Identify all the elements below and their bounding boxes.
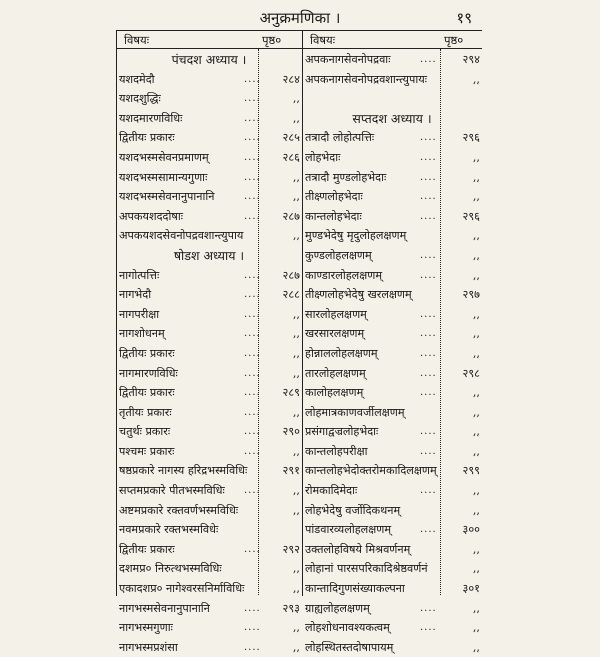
entry-leader-dots: .... [244,171,261,183]
entry-page-number: ,, [292,190,300,204]
entry-topic: उक्तलोहविषये मिश्रवर्णनम् [305,542,411,556]
left-column [116,50,302,657]
entry-topic: षष्ठप्रकारे नागस्य हरिद्रभस्मविधिः [119,464,248,478]
entry-leader-dots: .... [244,112,261,124]
entry-topic: नागभेदौ [119,288,152,302]
entry-topic: नागभस्मप्रशंसा [119,640,178,654]
entry-leader-dots: .... [244,602,261,614]
index-entry [116,364,302,384]
index-entry [116,520,302,540]
entry-page-number: २८७ [282,268,300,282]
index-entry [116,481,302,501]
right-column [302,50,482,657]
index-entry [116,128,302,148]
index-entry [302,305,482,325]
entry-page-number: ,, [472,503,480,517]
entry-topic: द्वितीयः प्रकारः [119,131,175,145]
entry-leader-dots: .... [244,328,261,340]
entry-leader-dots: .... [244,269,261,281]
index-entry [302,285,482,305]
chapter-heading-text: षोडश अध्याय । [173,247,245,263]
index-entry [302,344,482,364]
entry-topic: लोहशोधनावश्यकत्वम् [305,621,390,635]
entry-topic: दशमप्र० निरुत्थभस्मविधिः [119,562,222,576]
entry-topic: पांडवारव्यलोहलक्षणम् [305,523,392,537]
entry-page-number: ,, [472,268,480,282]
entry-leader-dots: .... [420,387,437,399]
index-entry [116,559,302,579]
entry-leader-dots: .... [244,73,261,85]
index-entry [302,520,482,540]
entry-page-number: ,, [292,484,300,498]
index-entry [116,305,302,325]
index-entry [116,442,302,462]
entry-leader-dots: .... [244,191,261,203]
index-entry [302,324,482,344]
entry-topic: लोहस्थितस्तदोषापायम् [305,640,394,654]
entry-topic: प्रसंगाद्वज्रलोहभेदाः [305,425,379,439]
entry-leader-dots: .... [420,524,437,536]
index-entry [116,461,302,481]
index-entry [302,442,482,462]
entry-topic: खरसारलक्षणम् [305,327,365,341]
entry-page-number: ,, [472,621,480,635]
entry-topic: यशदशुद्धिः [119,92,161,106]
entry-leader-dots: .... [420,308,437,320]
entry-page-number: ,, [292,444,300,458]
entry-page-number: ,, [292,503,300,517]
index-entry [302,481,482,501]
entry-page-number: २९७ [462,288,480,302]
index-entry [302,50,482,70]
index-entry [116,383,302,403]
entry-page-number: ,, [472,542,480,556]
entry-leader-dots: .... [420,171,437,183]
entry-leader-dots: .... [244,543,261,555]
entry-topic: लोहमात्रकाणवर्जीलक्षणम् [305,405,405,419]
index-entry [302,618,482,638]
index-entry [302,579,482,599]
index-entry [116,187,302,207]
entry-page-number: २८९ [282,386,300,400]
entry-page-number: ,, [472,229,480,243]
page-title: अनुक्रमणिका । [259,9,341,27]
entry-topic: तारलोहलक्षणम् [305,366,366,380]
index-entry [302,461,482,481]
index-entry [302,501,482,521]
entry-topic: नागोत्पत्तिः [119,268,160,282]
entry-leader-dots: .... [244,347,261,359]
entry-page-number: २८४ [282,72,300,86]
entry-topic: ग्राह्यलोहलक्षणम् [305,601,370,615]
entry-page-number: २९४ [462,53,480,66]
entry-page-number: ,, [472,307,480,321]
index-entry [116,148,302,168]
entry-leader-dots: .... [420,328,437,340]
entry-topic: अपकयशदसेवनोपद्रवशान्त्युपाय [119,229,244,243]
index-entry [302,364,482,384]
entry-topic: द्वितीयः प्रकारः [119,346,175,360]
entry-topic: होन्नाललोहलक्षणम् [305,346,378,360]
entry-topic: तत्रादौ लोहोत्पत्तिः [305,131,375,145]
index-entry [302,559,482,579]
entry-leader-dots: .... [420,151,437,163]
entry-page-number: ,, [292,346,300,360]
index-entry [302,422,482,442]
entry-leader-dots: .... [420,622,437,634]
index-entry [302,638,482,657]
entry-page-number: २९२ [282,542,300,556]
entry-topic: कान्तलोहभेदोक्तरोमकादिलक्षणम् [305,464,437,478]
entry-leader-dots: .... [244,367,261,379]
entry-leader-dots: .... [244,93,261,105]
entry-page-number: २९९ [462,464,480,478]
index-entry [302,266,482,286]
index-entry [302,383,482,403]
entry-leader-dots: .... [244,132,261,144]
index-entry [302,540,482,560]
entry-topic: कान्तादिगुणसंख्याकल्पना [305,582,405,596]
chapter-heading-text: पंचदश अध्याय । [171,52,247,67]
index-entry [302,226,482,246]
entry-page-number: ,, [472,484,480,498]
entry-page-number: २९३ [282,601,300,615]
index-entry [116,638,302,657]
entry-topic: द्वितीयः प्रकारः [119,542,175,556]
entry-page-number: ,, [472,346,480,360]
entry-page-number: ,, [292,229,300,243]
entry-topic: पश्चमः प्रकारः [119,444,175,458]
chapter-heading [302,109,482,129]
index-entry [116,207,302,227]
entry-topic: यशदभस्मसेवनप्रमाणम् [119,150,209,164]
page-number: १९ [456,9,472,27]
entry-topic: कालोहलक्षणम् [305,386,364,400]
entry-leader-dots: .... [244,308,261,320]
entry-topic: नागभस्मगुणाः [119,621,173,635]
entry-topic: कुण्डलोहलक्षणम् [305,248,372,262]
entry-page-number: ,, [472,601,480,615]
entry-page-number: ३०० [462,523,480,537]
entry-page-number: ,, [472,444,480,458]
entry-topic: यशदभस्मसामान्यगुणाः [119,170,208,184]
index-entry [302,187,482,207]
index-entry [116,266,302,286]
entry-topic: नागभस्मसेवनानुपानानि [119,601,210,615]
entry-page-number: २८६ [282,150,300,164]
entry-topic: अपकनागसेवनोपद्रवाः [305,53,391,66]
index-entry [116,109,302,129]
entry-leader-dots: .... [420,426,437,438]
index-entry [302,403,482,423]
entry-topic: लोहभेदेषु वर्जोदिकथनम् [305,503,401,517]
entry-page-number: २९६ [462,131,480,145]
entry-page-number: २९० [282,425,300,439]
entry-leader-dots: .... [420,210,437,222]
entry-page-number: ,, [292,621,300,635]
entry-topic: लोहभेदाः [305,150,341,164]
index-entry [116,540,302,560]
chapter-heading [116,50,302,70]
entry-page-number: २८५ [282,131,300,145]
entry-page-number: ,, [472,150,480,164]
entry-leader-dots: .... [420,445,437,457]
page-header [0,6,600,28]
entry-page-number: ,, [292,405,300,419]
index-entry [116,403,302,423]
entry-topic: कान्तलोहभेदाः [305,209,362,223]
index-entry [116,168,302,188]
index-entry [116,618,302,638]
entry-topic: चतुर्थः प्रकारः [119,425,171,439]
entry-page-number: ,, [472,425,480,439]
entry-leader-dots: .... [420,249,437,261]
entry-topic: कान्तलोहपरीक्षा [305,444,368,458]
entry-page-number: ,, [292,582,300,596]
index-entry [116,501,302,521]
entry-leader-dots: .... [244,622,261,634]
entry-topic: नवमप्रकारे रक्तभस्मविधेः [119,523,219,537]
index-entry [116,324,302,344]
entry-leader-dots: .... [420,485,437,497]
entry-topic: तीक्ष्णलोहभेदाः [305,190,363,204]
entry-topic: अपकनागसेवनोपद्रवशान्त्युपायः [305,72,427,86]
entry-topic: यशदभस्मसेवनानुपानानि [119,190,215,204]
entry-page-number: ,, [472,405,480,419]
entry-topic: एकादशप्र० नागेश्वरसनिर्माविधिः [119,582,245,596]
entry-page-number: ,, [292,640,300,654]
entry-leader-dots: .... [244,151,261,163]
entry-topic: रोमकादिमेदाः [305,484,358,498]
left-subject-header: विषयः [124,33,150,47]
blank-row [302,89,482,109]
index-entry [302,128,482,148]
entry-topic: नागपरीक्षा [119,307,160,321]
index-entry [116,344,302,364]
entry-page-number: ,, [472,562,480,576]
entry-page-number: ,, [292,111,300,125]
entry-page-number: २९१ [282,464,300,478]
top-rule [116,30,482,31]
entry-page-number: ,, [292,170,300,184]
index-entry [302,168,482,188]
index-entry [302,207,482,227]
index-entry [302,70,482,90]
entry-leader-dots: .... [420,54,437,65]
entry-page-number: ,, [472,190,480,204]
index-entry [116,422,302,442]
entry-page-number: ,, [472,170,480,184]
entry-topic: लोहानां पारसपरिकादिश्रेष्ठवर्णनं [305,562,428,576]
entry-leader-dots: .... [244,406,261,418]
entry-topic: नागशोधनम् [119,327,165,341]
entry-topic: सप्तमप्रकारे पीतभस्मविधिः [119,484,225,498]
entry-leader-dots: .... [420,132,437,144]
entry-page-number: २९८ [462,366,480,380]
entry-leader-dots: .... [420,602,437,614]
entry-topic: यशदमेदौ [119,72,155,86]
index-entry [116,579,302,599]
index-entry [116,70,302,90]
index-entry [302,246,482,266]
entry-page-number: ,, [292,92,300,106]
entry-page-number: २९६ [462,209,480,223]
entry-topic: तृतीयः प्रकारः [119,405,172,419]
right-page-header: पृष्ठ० [444,33,464,47]
index-entry [116,285,302,305]
entry-topic: यशदमारणविधिः [119,111,183,125]
right-subject-header: विषयः [310,33,336,47]
entry-page-number: ,, [292,366,300,380]
entry-topic: तीक्ष्णलोहभेदेषु खरलक्षणम् [305,288,412,302]
entry-page-number: ,, [472,72,480,86]
entry-page-number: ,, [292,307,300,321]
entry-topic: मुण्डभेदेषु मृदुलोहलक्षणम् [305,229,407,243]
chapter-heading [116,246,302,266]
entry-leader-dots: .... [244,485,261,497]
entry-page-number: ,, [472,327,480,341]
entry-leader-dots: .... [420,191,437,203]
index-entry [302,599,482,619]
index-entry [116,599,302,619]
entry-page-number: ,, [292,562,300,576]
entry-leader-dots: .... [420,347,437,359]
index-entry [116,89,302,109]
entry-page-number: ,, [292,327,300,341]
entry-page-number: ३०१ [462,582,480,596]
index-entry [302,148,482,168]
entry-leader-dots: .... [244,210,261,222]
entry-leader-dots: .... [420,269,437,281]
entry-leader-dots: .... [420,367,437,379]
entry-leader-dots: .... [244,426,261,438]
entry-page-number: ,, [472,248,480,262]
entry-page-number: ,, [472,640,480,654]
entry-topic: अष्टमप्रकारे रक्तवर्णभस्मविधिः [119,503,239,517]
entry-leader-dots: .... [244,641,261,653]
entry-leader-dots: .... [244,289,261,301]
entry-page-number: २८७ [282,209,300,223]
chapter-heading-text: सप्तदश अध्याय । [352,110,432,126]
entry-topic: अपकयशददोषाः [119,209,183,223]
entry-topic: सारलोहलक्षणम् [305,307,367,321]
entry-topic: द्वितीयः प्रकारः [119,386,175,400]
index-entry [116,226,302,246]
entry-topic: काण्डारलोहलक्षणम् [305,268,383,282]
header-rule [116,48,482,49]
left-page-header: पृष्ठ० [262,33,282,47]
entry-leader-dots: .... [244,387,261,399]
entry-topic: नागमारणविधिः [119,366,178,380]
entry-leader-dots: .... [244,445,261,457]
entry-page-number: ,, [472,386,480,400]
entry-page-number: २८८ [282,288,300,302]
entry-topic: तत्रादौ मुण्डलोहभेदाः [305,170,387,184]
